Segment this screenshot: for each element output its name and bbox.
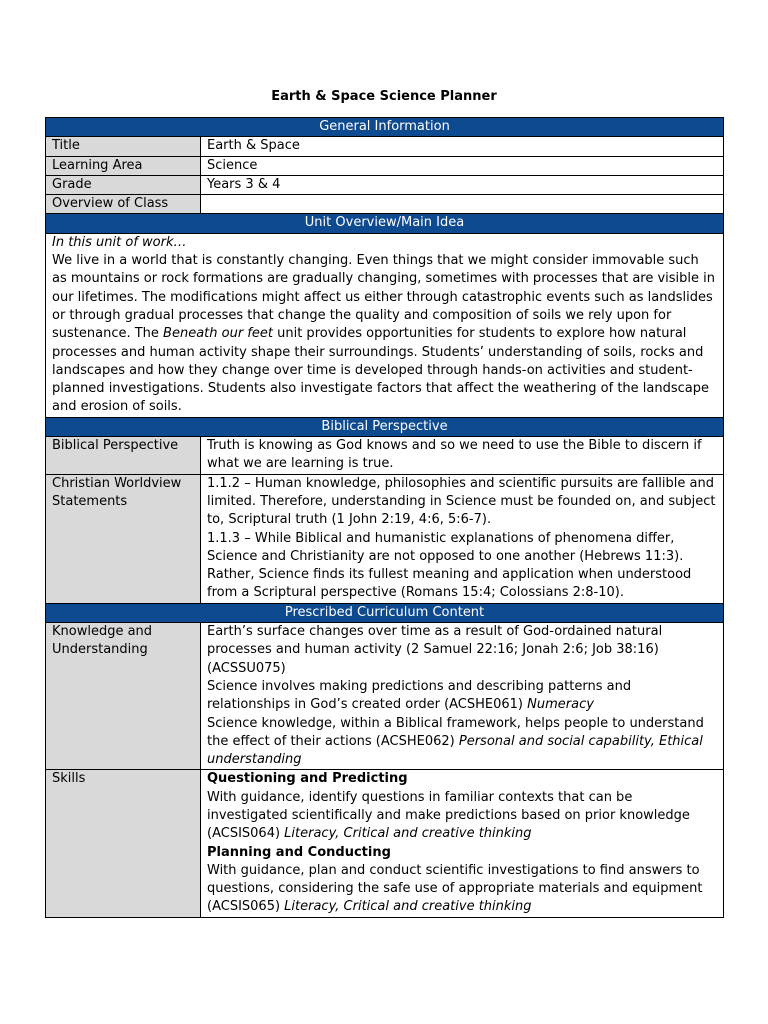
table-row [46,623,724,770]
knowledge-item [207,678,717,715]
general-capability: Literacy, Critical and creative thinking [284,899,532,915]
general-capability: Literacy, Critical and creative thinking [284,826,532,842]
knowledge-text: Science involves making predictions and describing patterns and relationships in God’s created order (ACSHE061) [207,678,632,713]
table-row [46,474,724,603]
row-label: Title [46,137,201,156]
row-value: Years 3 & 4 [201,175,724,194]
row-value [201,195,724,214]
table-row [46,156,724,175]
row-value [201,623,724,770]
row-label: Overview of Class [46,195,201,214]
row-value: Truth is knowing as God knows and so we need to use the Bible to discern if what we are learning is true. [201,437,724,475]
knowledge-item: Earth’s surface changes over time as a result of God-ordained natural processes and human activity (2 Samuel 22:16; Jonah 2:6; Job 38:16) (ACSSU075) [207,624,663,676]
row-label: Grade [46,175,201,194]
section-header-row [46,417,724,436]
skills-item [207,789,717,844]
curriculum-content-header: Prescribed Curriculum Content [46,603,724,622]
row-label: Skills [46,770,201,917]
section-header-row [46,603,724,622]
skills-text: With guidance, plan and conduct scientific investigations to find answers to questions, considering the safe use of appropriate materials and equipment (ACSIS065) [207,862,703,915]
section-header-row [46,214,724,233]
row-value [201,770,724,917]
general-capability: Numeracy [527,697,594,713]
overview-unit-name: Beneath our feet [163,326,273,342]
worldview-statement: 1.1.3 – While Biblical and humanistic explanations of phenomena differ, Science and Christianity are not opposed to one another (Hebrews 11:3). Rather, Science finds its fullest meaning and application when understood from a Scriptural perspective (Romans 15:4; Colossians 2:8-10). [207,530,692,601]
unit-overview-text [52,252,717,417]
table-row [46,437,724,475]
table-row [46,770,724,917]
skills-item [207,862,717,917]
row-value: Earth & Space [201,137,724,156]
overview-text-part: We live in a world that is constantly changing. Even things that we might consider immovable such as mountains or rock formations are gradually changing, sometimes with processes that are visible in our lifetimes. The modifications might affect us either through catastrophic events such as landslides or through gradual processes that change the quality and composition of soils we rely upon for sustenance. The [52,253,716,342]
biblical-perspective-header: Biblical Perspective [46,417,724,436]
table-row [46,195,724,214]
table-row [46,175,724,194]
skills-heading: Planning and Conducting [207,844,391,860]
worldview-statement: 1.1.2 – Human knowledge, philosophies and scientific pursuits are fallible and limited. Therefore, understanding in Science must be founded on, and subject to, Scriptural truth (1 John 2:19, 4:6, 5:6-7). [207,475,716,528]
table-row [46,137,724,156]
general-information-header: General Information [46,118,724,137]
row-label: Learning Area [46,156,201,175]
row-value [201,474,724,603]
knowledge-item [207,715,717,770]
row-label: Christian Worldview Statements [46,474,201,603]
unit-overview-cell [46,233,724,417]
knowledge-text: Science knowledge, within a Biblical framework, helps people to understand the effect of their actions (ACSHE062) [207,715,704,749]
unit-overview-header: Unit Overview/Main Idea [46,214,724,233]
overview-text-part: unit provides opportunities for students to explore how natural processes and human activity shape their surroundings. Students’ understanding of soils, rocks and landscapes and how they change over time is developed through hands-on activities and student-planned investigations. Students also investigate factors that affect the weathering of the landscape and erosion of soils. [52,326,709,415]
document-title: Earth & Space Science Planner [271,89,497,104]
row-value: Science [201,156,724,175]
general-capability: Personal and social capability, Ethical understanding [207,733,703,768]
planner-table [45,117,724,918]
skills-text: With guidance, identify questions in familiar contexts that can be investigated scientifically and make predictions based on prior knowledge (ACSIS064) [207,789,690,842]
table-row [46,233,724,417]
row-label: Biblical Perspective [46,437,201,475]
row-label: Knowledge and Understanding [46,623,201,770]
skills-heading: Questioning and Predicting [207,771,408,787]
section-header-row [46,118,724,137]
unit-overview-intro: In this unit of work… [52,234,187,250]
